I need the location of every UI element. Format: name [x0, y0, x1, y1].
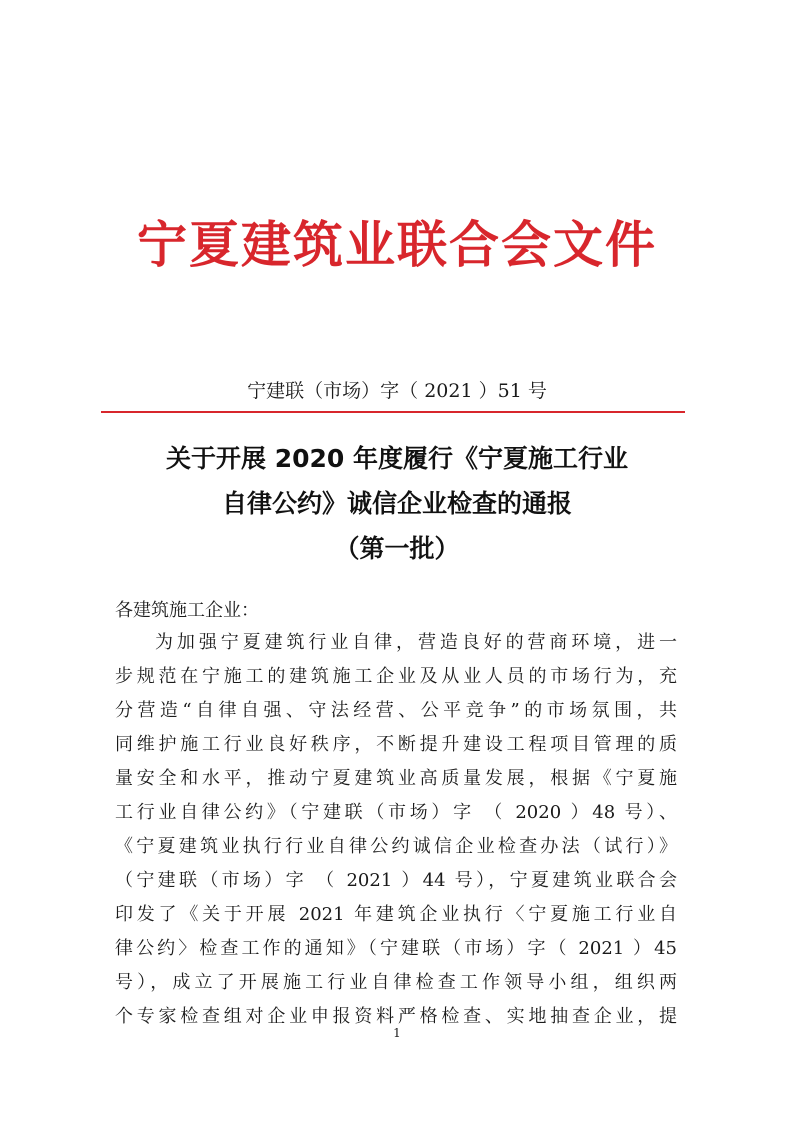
body-line: 分营造“自律自强、守法经营、公平竞争”的市场氛围，共: [115, 700, 677, 721]
notice-title-line: 自律公约》诚信企业检查的通报: [221, 489, 572, 518]
body-line: 为加强宁夏建筑行业自律，营造良好的营商环境，进一: [155, 632, 677, 653]
body-line: 号），成立了开展施工行业自律检查工作领导小组，组织两: [115, 972, 677, 993]
body-line: 同维护施工行业良好秩序，不断提升建设工程项目管理的质: [115, 734, 677, 755]
notice-title-line: 关于开展 2020 年度履行《宁夏施工行业: [166, 444, 628, 473]
body-line: 律公约〉检查工作的通知》（宁建联（市场）字（ 2021 ）45: [115, 938, 677, 959]
salutation: 各建筑施工企业：: [115, 600, 259, 621]
notice-title-line: （第一批）: [334, 534, 460, 563]
page-number: 1: [393, 1026, 401, 1040]
body-line: 《宁夏建筑业执行行业自律公约诚信企业检查办法（试行）》: [115, 836, 677, 857]
body-line: 量安全和水平，推动宁夏建筑业高质量发展，根据《宁夏施: [115, 768, 677, 789]
body-line: 工行业自律公约》（宁建联（市场）字 （ 2020 ）48 号）、: [115, 802, 677, 823]
body-line: 步规范在宁施工的建筑施工企业及从业人员的市场行为，充: [115, 666, 677, 687]
document-number: 宁建联（市场）字（ 2021 ）51 号: [247, 380, 547, 402]
notice-title: [0, 436, 794, 571]
red-divider-line: [101, 411, 685, 413]
body-line: （宁建联（市场）字 （ 2021 ）44 号），宁夏建筑业联合会: [115, 870, 677, 891]
document-header-title: 宁夏建筑业联合会文件: [137, 215, 657, 274]
body-line: 个专家检查组对企业申报资料严格检查、实地抽查企业，提: [115, 1006, 677, 1027]
body-line: 印发了《关于开展 2021 年建筑企业执行〈宁夏施工行业自: [115, 904, 677, 925]
